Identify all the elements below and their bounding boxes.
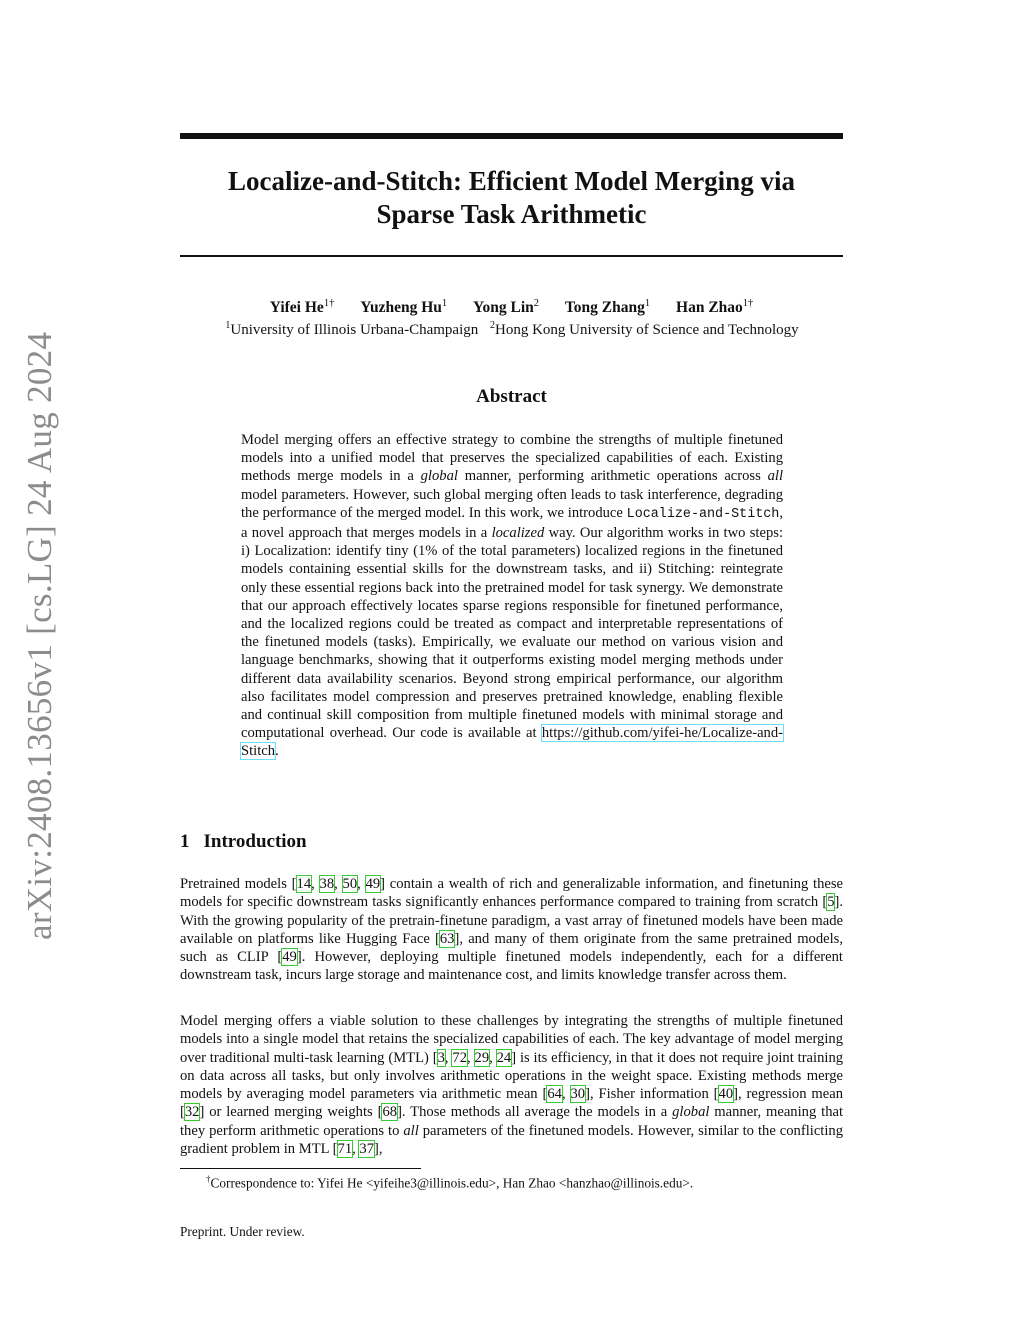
author [270,298,335,317]
affiliation-list [150,320,874,339]
citation-link[interactable]: 24 [496,1049,512,1066]
citation-link[interactable]: 68 [382,1104,398,1121]
citation-link[interactable]: 38 [319,876,335,892]
correspondence-footnote [206,1174,693,1191]
citation-separator: , [357,876,366,892]
intro-paragraph-1 [180,875,843,985]
citation-link[interactable]: 71 [337,1141,353,1158]
paragraph-text: Pretrained models [ [180,876,297,892]
section-heading-introduction [180,831,307,853]
affiliation-name: Hong Kong University of Science and Technology [495,322,799,338]
paragraph-text: ], [374,1141,383,1158]
citation-link[interactable]: 5 [827,894,835,911]
abstract-text: . [275,743,279,760]
affiliation-mark: 1 [225,320,231,331]
author-affil-mark: 1 [644,298,651,309]
paragraph-text: Model merging offers a viable solution to these challenges by integrating the strengths of multiple finetuned models into a single model that retains the specialized capabilities of each. The key advantage of model merging over traditional multi-task learning (MTL) [ [180,1013,843,1066]
method-name: Localize-and-Stitch [626,506,780,522]
section-title: Introduction [203,831,307,852]
author [473,298,539,317]
citation-separator: , [311,876,320,892]
paragraph-text: manner, meaning that they perform arithmetic operations to [180,1104,844,1139]
author-name: Yong Lin [473,299,534,317]
paragraph-emphasis: global [672,1104,710,1121]
author-name: Yifei He [269,299,324,317]
citation-link[interactable]: 37 [359,1141,375,1158]
citation-link[interactable]: 50 [342,876,358,892]
paragraph-text: ]. Those methods all average the models in a [397,1104,673,1121]
code-repo-link[interactable]: https://github.com/yifei-he/Localize-and-Stitch [241,725,783,760]
citation-separator: , [489,1049,497,1066]
paragraph-text: ] is its efficiency, in that it does not require joint training on data across all tasks, but only involves arithmetic operations in the weight space. Existing methods merge models by averaging model parameters via arithmetic mean [ [180,1049,844,1103]
citation-link[interactable]: 49 [365,876,381,892]
author-affil-mark: 1† [323,298,335,309]
citation-link[interactable]: 64 [547,1086,562,1103]
author-name: Han Zhao [676,299,743,317]
abstract-emphasis: all [767,468,783,485]
author [360,298,447,317]
section-number: 1 [180,831,190,852]
abstract-text: model parameters. However, such global merging often leads to task interference, degrading the performance of the merged model. In this work, we introduce [241,486,783,521]
citation-link[interactable]: 3 [437,1049,445,1066]
preprint-notice: Preprint. Under review. [180,1224,305,1239]
paragraph-text: ] contain a wealth of rich and generalizable information, and finetuning these models for specific downstream tasks significantly enhances performance compared to training from scratch [ [180,876,844,911]
author-list [180,298,843,317]
citation-separator: , [444,1049,453,1066]
citation-link[interactable]: 32 [184,1104,200,1121]
title-bottom-rule [180,255,843,257]
paper-title [180,165,843,231]
affiliation [225,320,478,339]
author [565,298,650,317]
citation-link[interactable]: 29 [474,1049,490,1066]
author [676,298,753,317]
title-line-2: Sparse Task Arithmetic [376,199,647,229]
affiliation-mark: 2 [490,320,495,331]
paragraph-text: ]. With the growing popularity of the pretrain-finetune paradigm, a vast array of finetuned models have been made available on platforms like Hugging Face [ [180,894,843,947]
citation-separator: , [561,1086,571,1103]
affiliation [490,320,799,339]
arxiv-identifier-stamp: arXiv:2408.13656v1 [cs.LG] 24 Aug 2024 [20,331,59,940]
citation-link[interactable]: 49 [282,949,297,966]
author-name: Tong Zhang [564,299,645,317]
abstract-text: way. Our algorithm works in two steps: i) Localization: identify tiny (1% of the total parameters) localized regions in the finetuned models containing essential skills for the downstream tasks, and ii) Stitching: reintegrate only these essential regions back into the pretrained model for task synergy. We demonstrate that our approach effectively locates sparse regions responsible for finetuned performance, and the localized regions could be treated as compact and interpretable representations of the finetuned models (tasks). Empirically, we evaluate our method on various vision and language benchmarks, showing that it outperforms existing model merging methods under different data availability scenarios. Beyond strong empirical performance, our algorithm also facilitates model compression and preserves pretrained knowledge, enabling flexible and continual skill composition from multiple finetuned models with minimal storage and computational overhead. Our code is available at [241,525,783,742]
citation-link[interactable]: 63 [439,930,455,947]
paragraph-text: ]. However, deploying multiple finetuned models independently, each for a different downstream task, incurs large storage and maintenance cost, and limits knowledge transfer across them. [180,949,843,984]
footnote-mark: † [206,1174,211,1184]
citation-link[interactable]: 14 [296,876,312,892]
abstract-heading: Abstract [476,386,547,407]
abstract-emphasis: localized [491,525,545,542]
citation-link[interactable]: 72 [452,1049,467,1066]
citation-separator: , [334,876,343,892]
author-affil-mark: 2 [533,298,540,309]
author-name: Yuzheng Hu [360,299,442,317]
paragraph-text: ], and many of them originate from the same pretrained models, such as CLIP [ [180,930,843,966]
abstract-text: , a novel approach that merges models in a [241,504,783,542]
abstract-body [241,431,783,761]
citation-separator: , [352,1141,360,1158]
affiliation-name: University of Illinois Urbana-Champaign [230,322,479,338]
paragraph-text: ], Fisher information [ [585,1086,719,1103]
author-affil-mark: 1† [742,298,754,309]
abstract-text: Model merging offers an effective strategy to combine the strengths of multiple finetuned models into a unified model that preserves the specialized capabilities of each. Existing methods merge models in a [241,432,783,485]
paragraph-text: ] or learned merging weights [ [199,1104,383,1121]
paragraph-text: ], regression mean [ [180,1086,843,1121]
citation-link[interactable]: 30 [570,1086,586,1103]
abstract-emphasis: global [420,468,458,485]
title-line-1: Localize-and-Stitch: Efficient Model Merging via [228,166,795,196]
footnote-text: Correspondence to: Yifei He <yifeihe3@illinois.edu>, Han Zhao <hanzhao@illinois.edu>. [210,1175,694,1191]
paragraph-emphasis: all [403,1122,419,1139]
footnote-rule [180,1168,421,1169]
citation-link[interactable]: 40 [718,1086,734,1103]
paragraph-text: parameters of the finetuned models. However, similar to the conflicting gradient problem in MTL [ [180,1122,844,1158]
intro-paragraph-2 [180,1012,843,1158]
citation-separator: , [467,1049,475,1066]
title-top-rule [180,133,843,139]
abstract-text: manner, performing arithmetic operations across [457,468,768,485]
author-affil-mark: 1 [441,298,448,309]
